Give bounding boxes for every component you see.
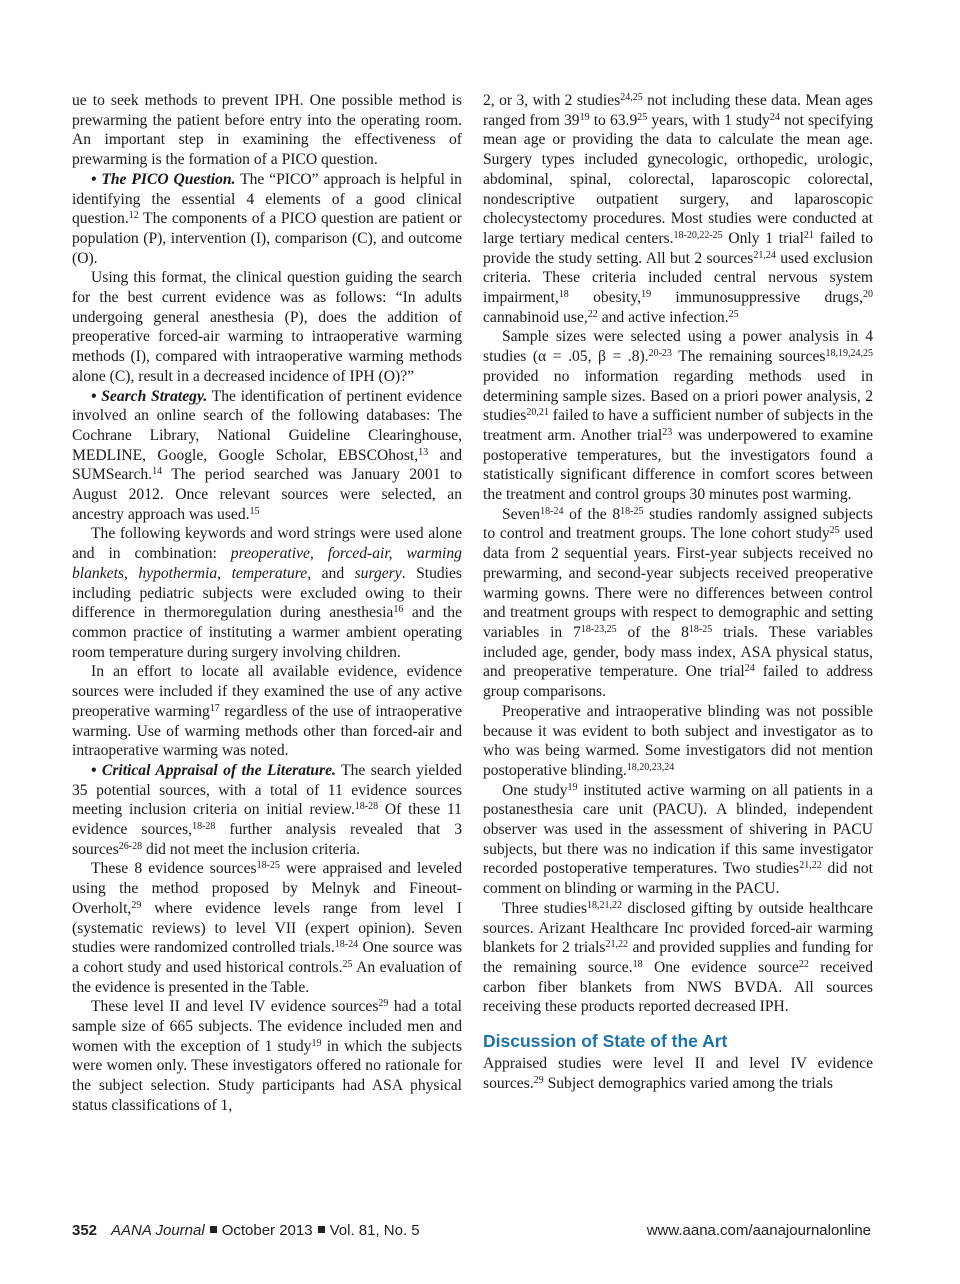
paragraph (483, 1054, 873, 1093)
text-run: provided no information regarding methods used in determining sample sizes. Based on a priori power analysis, 2 studies (483, 367, 873, 425)
citation: 21 (803, 229, 814, 241)
citation: 25 (728, 308, 739, 320)
text-run: in which the subjects were women only. These investigators offered no rationale for the subject selection. Study participants had ASA physical status classifications of 1, (72, 1037, 463, 1114)
text-run: The remaining sources (671, 348, 826, 366)
text-run: surgery (354, 564, 402, 582)
text-run: cannabinoid use, (483, 308, 588, 326)
section-lead-appraisal: • Critical Appraisal of the Literature. (91, 761, 336, 779)
paragraph (72, 268, 462, 386)
text-run: Sample sizes were selected using a power analysis in 4 studies (α = .05, β = .8). (483, 328, 873, 366)
text-run: instituted active warming on all patients in a postanesthesia care unit (PACU). A blinded, independent observer was used in the assessment of shivering in PACU subjects, but there was no indication if this same investigator recorded postoperative temperatures. Two studies (483, 781, 873, 878)
volume-info: Vol. 81, No. 5 (329, 1222, 420, 1239)
text-run: further analysis revealed that 3 sources (72, 821, 462, 858)
citation: 25 (637, 111, 648, 123)
paragraph-pico (72, 170, 462, 269)
text-run: used exclusion criteria. These criteria included central nervous system impairment, (483, 249, 873, 307)
paragraph (72, 997, 462, 1115)
text-run: and provided supplies and funding for the remaining source. (483, 939, 873, 976)
citation: 18-24 (540, 505, 564, 517)
citation: 24 (744, 663, 755, 675)
section-heading: Discussion of State of the Art (483, 1031, 728, 1052)
text-run: These level II and level IV evidence sources (91, 998, 379, 1016)
paragraph (72, 91, 462, 170)
text-run: obesity, (568, 289, 642, 307)
page-footer-left (72, 1222, 420, 1239)
text-run: An evaluation of the evidence is presented in the Table. (72, 958, 462, 996)
citation: 24,25 (620, 92, 643, 103)
citation: 18-25 (688, 623, 713, 635)
citation: 22 (798, 958, 809, 970)
text-run: studies randomly assigned subjects to control and treatment groups. The lone cohort study (483, 505, 873, 543)
left-column (72, 91, 462, 1116)
text-run: Appraised studies were level II and level IV evidence sources. (483, 1055, 873, 1092)
square-bullet-icon (210, 1226, 217, 1233)
text-run: failed to provide the study setting. All but 2 sources (483, 229, 873, 267)
text-run: had a total sample size of 665 subjects. The evidence included men and women with the exception of 1 study (72, 998, 462, 1055)
text-run: were appraised and leveled using the method proposed by Melnyk and Fineout-Overholt, (72, 860, 462, 917)
text-run: ue to seek methods to prevent IPH. One possible method is prewarming the patient before entry into the operating room. An important step in examining the effectiveness of prewarming is the formation of a PICO question. (72, 92, 462, 169)
citation: 18-28 (354, 801, 379, 813)
citation: 29 (533, 1074, 544, 1086)
text-run: and SUMSearch. (72, 446, 463, 484)
citation: 20-23 (648, 348, 672, 360)
text-run: One evidence source (642, 958, 799, 976)
text-run: received carbon fiber blankets from NWS BVDA. All sources receiving these products reported decreased IPH. (483, 958, 874, 1016)
text-run: Only 1 trial (722, 229, 804, 247)
citation: 18-23,25 (580, 623, 617, 635)
text-run: The search yielded 35 potential sources, with a total of 11 evidence sources meeting inclusion criteria on initial review. (72, 761, 462, 819)
paragraph (483, 899, 873, 1017)
citation: 26-28 (118, 840, 143, 852)
section-lead-pico: • The PICO Question. (91, 170, 236, 188)
text-run: and (311, 564, 355, 582)
paragraph (483, 702, 873, 781)
paragraph (483, 781, 873, 899)
citation: 18,21,22 (587, 899, 623, 911)
text-run: where evidence levels range from level I (systematic reviews) to level VII (expert opinion). Seven studies were randomized controlled trials. (72, 899, 462, 957)
text-run: immunosuppressive drugs, (651, 289, 863, 307)
text-run: and active infection. (597, 308, 729, 326)
text-run: 2, or 3, with 2 studies (483, 92, 621, 109)
text-run: Seven (502, 505, 541, 523)
citation: 18 (632, 958, 643, 970)
text-run: Preoperative and intraoperative blinding was not possible because it was evident to both subject and investigator as to who was being warmed. Some investigators did not mention postoperative blinding. (483, 702, 873, 779)
citation: 29 (131, 899, 142, 911)
journal-name: AANA Journal (111, 1222, 205, 1239)
citation: 21,24 (753, 249, 776, 261)
text-run: The following keywords and word strings were used alone and in combination: (72, 525, 462, 563)
citation: 22 (587, 308, 598, 320)
citation: 18,20,23,24 (626, 761, 675, 773)
citation: 21,22 (605, 939, 628, 951)
citation: 21,22 (799, 860, 822, 872)
citation: 19 (311, 1037, 322, 1049)
text-run: One source was a cohort study and used historical controls. (72, 939, 462, 976)
citation: 20,21 (526, 407, 549, 419)
citation: 18-28 (192, 821, 216, 833)
paragraph (483, 91, 873, 327)
paragraph (483, 327, 873, 504)
citation: 19 (579, 111, 590, 123)
citation: 17 (209, 702, 220, 714)
text-run: of the 8 (563, 505, 621, 523)
text-run: The “PICO” approach is helpful in identifying the essential 4 elements of a good clinical question. (72, 170, 462, 228)
text-run: not specifying mean age or providing the data to calculate the mean age. Surgery types included gynecologic, orthopedic, urologic, abdominal, spinal, colorectal, laparoscopic colorectal, nondescriptive outpatient surgery, and laparoscopic cholecystectomy procedures. Most studies were conducted at large tertiary medical centers. (483, 111, 873, 247)
citation: 24 (769, 111, 780, 123)
citation: 20 (863, 289, 873, 301)
citation: 19 (641, 289, 652, 301)
page-number: 352 (72, 1222, 98, 1239)
text-run: regardless of the use of intraoperative warming. Use of warming methods other than forced-air and intraoperative warming was noted. (72, 702, 462, 760)
citation: 18-25 (620, 505, 644, 517)
text-run: to 63.9 (589, 111, 638, 129)
text-run: The period searched was January 2001 to August 2012. Once relevant sources were selected, an ancestry approach was used. (72, 466, 462, 523)
journal-url[interactable]: www.aana.com/aanajournalonline (646, 1222, 871, 1239)
citation: 25 (342, 958, 353, 970)
paragraph (72, 662, 462, 761)
paragraph (72, 524, 462, 662)
citation: 18-24 (334, 939, 359, 951)
text-run: One study (502, 781, 568, 799)
paragraph-critical-appraisal (72, 761, 462, 860)
text-run: used data from 2 sequential years. First-year subjects received no prewarming, and second-year subjects received preoperative warming gowns. There were no differences between control and treatment groups with respect to demographic and setting variables in 7 (483, 525, 873, 641)
paragraph-search-strategy (72, 387, 462, 525)
citation: 29 (378, 998, 389, 1010)
citation: 15 (249, 505, 260, 517)
text-run: of the 8 (616, 623, 689, 641)
paragraph (483, 505, 873, 702)
section-lead-search: • Search Strategy. (91, 387, 208, 405)
issue-date: October 2013 (221, 1222, 313, 1239)
text-run: Using this format, the clinical question guiding the search for the best current evidence was as follows: “In adults undergoing general anesthesia (P), does the addition of preoperative forced-air warming to intraoperative warming methods (I), compared with intraoperative warming methods alone (C), result in a decreased incidence of IPH (O)?” (72, 269, 462, 385)
citation: 18-25 (256, 860, 280, 872)
citation: 18,19,24,25 (825, 348, 873, 360)
text-run: Of these 11 evidence sources, (72, 801, 462, 839)
text-run: failed to address group comparisons. (483, 663, 874, 701)
text-run: The identification of pertinent evidence involved an online search of the following databases: The Cochrane Library, National Guideline Clearinghouse, MEDLINE, Google, Google Scholar, EBSCOhost, (72, 387, 462, 464)
text-run: . Studies including pediatric subjects were excluded owing to their difference in thermoregulation during anesthesia (72, 564, 462, 622)
paragraph (72, 859, 462, 997)
citation: 23 (662, 426, 673, 438)
citation: 14 (152, 466, 163, 478)
text-run: did not meet the inclusion criteria. (142, 840, 360, 858)
text-run: Three studies (502, 899, 588, 917)
citation: 13 (418, 446, 429, 458)
citation: 16 (393, 604, 404, 616)
square-bullet-icon (318, 1226, 325, 1233)
citation: 18 (558, 289, 569, 301)
text-run: and the common practice of instituting a warmer ambient operating room temperature during surgery involving children. (72, 604, 462, 661)
text-run: disclosed gifting by outside healthcare sources. Arizant Healthcare Inc provided forced-air warming blankets for 2 trials (483, 899, 873, 957)
text-run: did not comment on blinding or warming in the PACU. (483, 860, 873, 898)
citation: 25 (829, 525, 840, 537)
text-run: preoperative, forced-air, warming blankets, hypothermia, temperature, (72, 545, 462, 582)
text-run: trials. These variables included age, gender, body mass index, ASA physical status, and preoperative temperature. One trial (483, 623, 873, 681)
text-run: was underpowered to examine postoperative temperatures, but the investigators found a statistically significant difference in comfort scores between the treatment and control groups 30 minutes post warming. (483, 426, 873, 504)
text-run: In an effort to locate all available evidence, evidence sources were included if they examined the use of any active preoperative warming (72, 663, 462, 720)
text-run: years, with 1 study (647, 111, 770, 129)
text-run: failed to have a sufficient number of subjects in the treatment arm. Another trial (483, 407, 873, 444)
citation: 19 (567, 781, 578, 793)
text-run: These 8 evidence sources (91, 860, 257, 878)
citation: 18-20,22-25 (673, 229, 723, 241)
citation: 12 (128, 210, 139, 222)
right-column (483, 91, 873, 1093)
text-run: not including these data. Mean ages ranged from 39 (483, 92, 873, 129)
text-run: The components of a PICO question are patient or population (P), intervention (I), comparison (C), and outcome (O). (72, 210, 462, 267)
text-run: Subject demographics varied among the trials (543, 1074, 833, 1092)
